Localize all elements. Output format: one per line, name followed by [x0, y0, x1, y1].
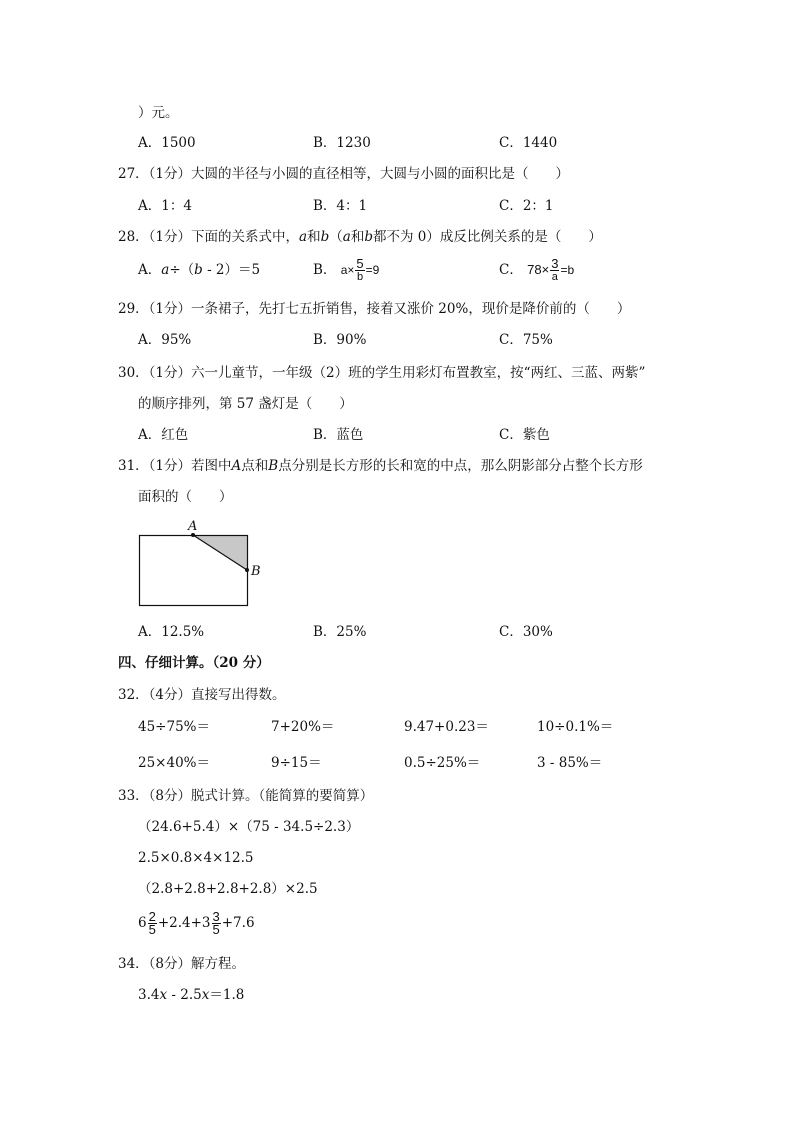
- q32-item: 0.5÷25%＝: [404, 755, 481, 771]
- q33-mixed-denominator-2: 5: [212, 922, 220, 937]
- q33-mixed-fraction-1: [148, 911, 157, 936]
- q34-eq-num1: 3.4: [138, 987, 160, 1003]
- q28-option-c-label: C．: [499, 262, 523, 278]
- q28-text-prefix: 28．（1分）下面的关系式中，: [118, 229, 300, 245]
- q28-option-a-label: A．: [138, 262, 162, 278]
- q33-mixed-whole-1: 6: [138, 915, 147, 931]
- q32-item: 45÷75%＝: [138, 719, 210, 735]
- q34-eq-mid: - 2.5: [167, 987, 202, 1003]
- q28-option-c-denominator: a: [551, 271, 558, 283]
- q31-point-b-dot: [245, 568, 249, 572]
- q29-option-b: B．90%: [313, 332, 367, 348]
- q31-line1: [118, 457, 643, 475]
- q32-item: 9.47+0.23＝: [404, 719, 489, 735]
- q28-option-b-numerator: 5: [356, 256, 364, 271]
- q28-option-a-var: a: [161, 262, 170, 278]
- q27-option-a: A．1：4: [138, 198, 192, 214]
- q27-option-b: B．4：1: [313, 198, 368, 214]
- q28-and2: 和: [350, 229, 365, 245]
- q34-eq-var1: x: [159, 987, 168, 1003]
- q29-text: 29．（1分）一条裙子，先打七五折销售，接着又涨价 20%，现价是降价前的（ ）: [118, 301, 631, 317]
- q31-point-b: B: [268, 458, 279, 474]
- q28-text: [118, 228, 602, 246]
- q28-option-c: [499, 254, 574, 286]
- q33-mixed-denominator-1: 5: [148, 922, 156, 937]
- q28-option-c-lhs: 78×: [527, 262, 550, 277]
- q28-paren-open: （: [329, 229, 343, 245]
- q28-var-b2: b: [364, 229, 373, 245]
- q31-option-a: A．12.5%: [138, 624, 205, 640]
- lead-text: ）元。: [138, 105, 179, 121]
- q32-item: 25×40%＝: [138, 755, 210, 771]
- q28-text-suffix: 都不为 0）成反比例关系的是（ ）: [372, 229, 602, 245]
- q33-mixed-fraction-2: [212, 911, 221, 936]
- q31-point-a: A: [231, 458, 242, 474]
- q33-mixed-mid: +2.4+3: [157, 915, 211, 931]
- q30-option-a: A．红色: [138, 427, 189, 443]
- q28-option-b: [313, 254, 379, 286]
- q26-option-c: C．1440: [499, 135, 558, 151]
- q31-option-c: C．30%: [499, 624, 553, 640]
- q32-item: 3 - 85%＝: [537, 755, 603, 771]
- q34-text: 34．（8分）解方程。: [118, 956, 246, 972]
- q31-option-b: B．25%: [313, 624, 367, 640]
- q28-option-b-fraction: [355, 258, 364, 283]
- q28-option-b-rhs: =9: [365, 263, 380, 277]
- q27-text: 27．（1分）大圆的半径与小圆的直径相等，大圆与小圆的面积比是（ ）: [118, 166, 570, 182]
- q30-option-c: C．紫色: [499, 427, 550, 443]
- q28-var-a: a: [299, 229, 308, 245]
- section4-title: 四、仔细计算。（20 分）: [118, 655, 270, 671]
- q28-option-a-var2: b: [194, 262, 203, 278]
- q28-option-c-rhs: =b: [560, 263, 575, 277]
- q31-line1-prefix: 31．（1分）若图中: [118, 458, 232, 474]
- q31-rectangle-figure: [130, 514, 270, 614]
- q33-mixed-expression: [138, 907, 255, 939]
- q33-mixed-numerator-2: 3: [212, 909, 220, 924]
- q32-item: 7+20%＝: [271, 719, 335, 735]
- q31-line1-mid: 点和: [241, 458, 269, 474]
- q28-option-a: [138, 261, 260, 279]
- q34-equation: [138, 986, 244, 1004]
- q34-eq-var2: x: [201, 987, 210, 1003]
- q33-mixed-end: +7.6: [221, 915, 255, 931]
- q33-text: 33．（8分）脱式计算。（能简算的要简算）: [118, 788, 374, 804]
- q28-and: 和: [307, 229, 321, 245]
- q31-line2: 面积的（ ）: [138, 489, 233, 505]
- q27-option-c: C．2：1: [499, 198, 554, 214]
- q32-item: 10÷0.1%＝: [537, 719, 614, 735]
- q28-option-a-mid: ÷（: [169, 262, 195, 278]
- q32-text: 32．（4分）直接写出得数。: [118, 687, 286, 703]
- q33-expression: （2.8+2.8+2.8+2.8）×2.5: [138, 881, 318, 897]
- q28-var-b: b: [320, 229, 330, 245]
- q29-option-a: A．95%: [138, 332, 192, 348]
- q28-option-b-label: B．: [313, 262, 337, 278]
- q31-line1-suffix: 点分别是长方形的长和宽的中点，那么阴影部分占整个长方形: [278, 458, 643, 474]
- q28-option-c-fraction: [550, 258, 559, 283]
- q28-option-b-denominator: b: [356, 271, 364, 283]
- q28-option-c-numerator: 3: [551, 256, 559, 271]
- q28-option-a-end: - 2）＝5: [202, 262, 261, 278]
- q31-figure-label-b: B: [251, 564, 261, 579]
- q30-option-b: B．蓝色: [313, 427, 364, 443]
- q32-item: 9÷15＝: [271, 755, 322, 771]
- q28-var-a2: a: [342, 229, 351, 245]
- q33-mixed-numerator-1: 2: [148, 909, 156, 924]
- q33-expression: 2.5×0.8×4×12.5: [138, 850, 254, 866]
- q26-option-b: B．1230: [313, 135, 371, 151]
- q30-line1: 30．（1分）六一儿童节，一年级（2）班的学生用彩灯布置教室，按“两红、三蓝、两紫”: [118, 365, 646, 381]
- q28-option-b-lhs: a×: [340, 263, 355, 277]
- q29-option-c: C．75%: [499, 332, 553, 348]
- q34-eq-end: ＝1.8: [209, 987, 245, 1003]
- q33-expression: （24.6+5.4）×（75 - 34.5÷2.3）: [138, 819, 360, 835]
- q26-option-a: A．1500: [138, 135, 196, 151]
- q30-line2: 的顺序排列，第 57 盏灯是（ ）: [138, 396, 353, 412]
- q31-figure-label-a: A: [188, 519, 198, 534]
